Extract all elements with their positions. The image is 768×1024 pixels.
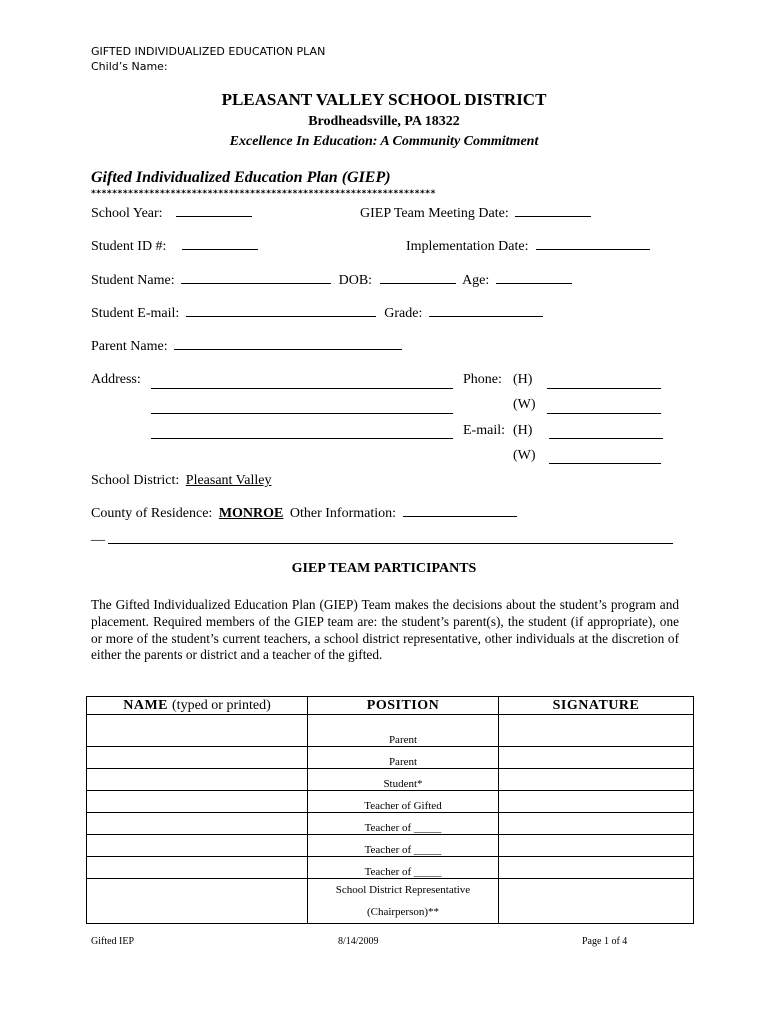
- footer-date: 8/14/2009: [338, 936, 379, 947]
- school-year-row: [91, 206, 252, 222]
- name-cell[interactable]: [87, 715, 308, 747]
- form-title: Gifted Individualized Education Plan (GIEP): [91, 169, 391, 186]
- implementation-date-field[interactable]: [536, 248, 650, 250]
- student-id-label: Student ID #:: [91, 239, 167, 254]
- name-column-note: (typed or printed): [172, 697, 271, 713]
- phone-home-tag: (H): [513, 372, 533, 387]
- name-cell[interactable]: [87, 747, 308, 769]
- student-email-label: Student E-mail:: [91, 306, 180, 321]
- county-row: [91, 506, 517, 522]
- position-cell: Parent: [308, 715, 499, 747]
- other-info-field[interactable]: [403, 515, 517, 517]
- signature-cell[interactable]: [499, 879, 694, 924]
- participants-paragraph: The Gifted Individualized Education Plan (GIEP) Team makes the decisions about the student’s program and placement. Required members of the GIEP team are: the student’s parent(s), the student (if appropriate), one or more of the student’s current teachers, a school district representative, other individuals at the discretion of either the parents or district and a teacher of the gifted.: [91, 597, 679, 663]
- position-cell: Student*: [308, 769, 499, 791]
- student-id-row: [91, 239, 258, 255]
- meeting-date-label: GIEP Team Meeting Date:: [360, 206, 509, 221]
- other-info-line-row: [91, 528, 105, 544]
- dob-label: DOB:: [338, 273, 373, 288]
- address-label: Address:: [91, 372, 141, 387]
- signature-cell[interactable]: [499, 857, 694, 879]
- signature-cell[interactable]: [499, 715, 694, 747]
- address-line-1[interactable]: [151, 387, 453, 389]
- email-home-field[interactable]: [549, 437, 663, 439]
- school-district-value: Pleasant Valley: [185, 473, 272, 488]
- phone-work-field[interactable]: [547, 412, 661, 414]
- school-year-label: School Year:: [91, 206, 163, 221]
- table-row: [87, 715, 694, 747]
- address-line-3[interactable]: [151, 437, 453, 439]
- name-cell[interactable]: [87, 879, 308, 924]
- name-cell[interactable]: [87, 813, 308, 835]
- school-district-label: School District:: [91, 473, 180, 488]
- age-label: Age:: [462, 273, 490, 288]
- signature-cell[interactable]: [499, 747, 694, 769]
- implementation-date-label: Implementation Date:: [406, 239, 529, 254]
- parent-name-row: [91, 339, 402, 355]
- age-field[interactable]: [496, 282, 572, 284]
- position-cell: [308, 879, 499, 924]
- childs-name-label: Child’s Name:: [91, 60, 168, 73]
- parent-name-field[interactable]: [174, 348, 402, 350]
- student-name-label: Student Name:: [91, 273, 175, 288]
- signature-cell[interactable]: [499, 791, 694, 813]
- header-title: GIFTED INDIVIDUALIZED EDUCATION PLAN: [91, 45, 326, 58]
- phone-home-field[interactable]: [547, 387, 661, 389]
- parent-email-label: E-mail:: [463, 423, 505, 438]
- position-cell: Parent: [308, 747, 499, 769]
- participants-table: [86, 696, 694, 924]
- district-address: Brodheadsville, PA 18322: [308, 114, 460, 129]
- district-name: PLEASANT VALLEY SCHOOL DISTRICT: [221, 90, 547, 109]
- table-row: [87, 835, 694, 857]
- signature-cell[interactable]: [499, 769, 694, 791]
- name-cell[interactable]: [87, 769, 308, 791]
- student-name-field[interactable]: [181, 282, 331, 284]
- position-line-1: School District Representative: [335, 884, 471, 896]
- position-cell: Teacher of _____: [308, 813, 499, 835]
- student-email-row: [91, 306, 543, 322]
- email-work-field[interactable]: [549, 462, 661, 464]
- signature-cell[interactable]: [499, 835, 694, 857]
- position-line-2: (Chairperson)**: [366, 906, 440, 918]
- email-home-tag: (H): [513, 423, 533, 438]
- table-header-row: [87, 697, 694, 715]
- email-work-tag: (W): [513, 448, 536, 463]
- county-label: County of Residence:: [91, 506, 213, 521]
- participants-heading: GIEP TEAM PARTICIPANTS: [291, 561, 477, 576]
- table-row: [87, 769, 694, 791]
- meeting-date-field[interactable]: [515, 215, 591, 217]
- name-cell[interactable]: [87, 857, 308, 879]
- name-cell[interactable]: [87, 835, 308, 857]
- footer-page: Page 1 of 4: [582, 936, 628, 947]
- other-info-underscores: __: [91, 528, 105, 543]
- grade-field[interactable]: [429, 315, 543, 317]
- position-cell: Teacher of _____: [308, 835, 499, 857]
- county-value: MONROE: [218, 506, 284, 521]
- table-row: [87, 879, 694, 924]
- student-id-field[interactable]: [182, 248, 258, 250]
- signature-cell[interactable]: [499, 813, 694, 835]
- district-motto: Excellence In Education: A Community Commitment: [229, 134, 539, 149]
- school-district-row: [91, 473, 271, 489]
- table-row: [87, 813, 694, 835]
- signature-column-header: SIGNATURE: [499, 697, 694, 715]
- phone-work-tag: (W): [513, 397, 536, 412]
- star-divider: *****************************************************************: [91, 189, 436, 199]
- student-name-row: [91, 273, 572, 289]
- school-year-field[interactable]: [176, 215, 252, 217]
- address-line-2[interactable]: [151, 412, 453, 414]
- position-cell: Teacher of Gifted: [308, 791, 499, 813]
- parent-name-label: Parent Name:: [91, 339, 168, 354]
- name-column-header: [87, 697, 308, 715]
- grade-label: Grade:: [384, 306, 423, 321]
- dob-field[interactable]: [380, 282, 456, 284]
- table-row: [87, 791, 694, 813]
- position-cell: Teacher of _____: [308, 857, 499, 879]
- student-email-field[interactable]: [186, 315, 376, 317]
- name-column-title: NAME: [123, 697, 169, 713]
- other-info-line[interactable]: [108, 542, 673, 544]
- table-row: [87, 857, 694, 879]
- table-row: [87, 747, 694, 769]
- name-cell[interactable]: [87, 791, 308, 813]
- footer-left: Gifted IEP: [91, 936, 135, 947]
- other-info-label: Other Information:: [289, 506, 397, 521]
- phone-label: Phone:: [463, 372, 502, 387]
- meeting-date-row: [360, 206, 591, 222]
- implementation-date-row: [406, 239, 650, 255]
- position-column-header: POSITION: [308, 697, 499, 715]
